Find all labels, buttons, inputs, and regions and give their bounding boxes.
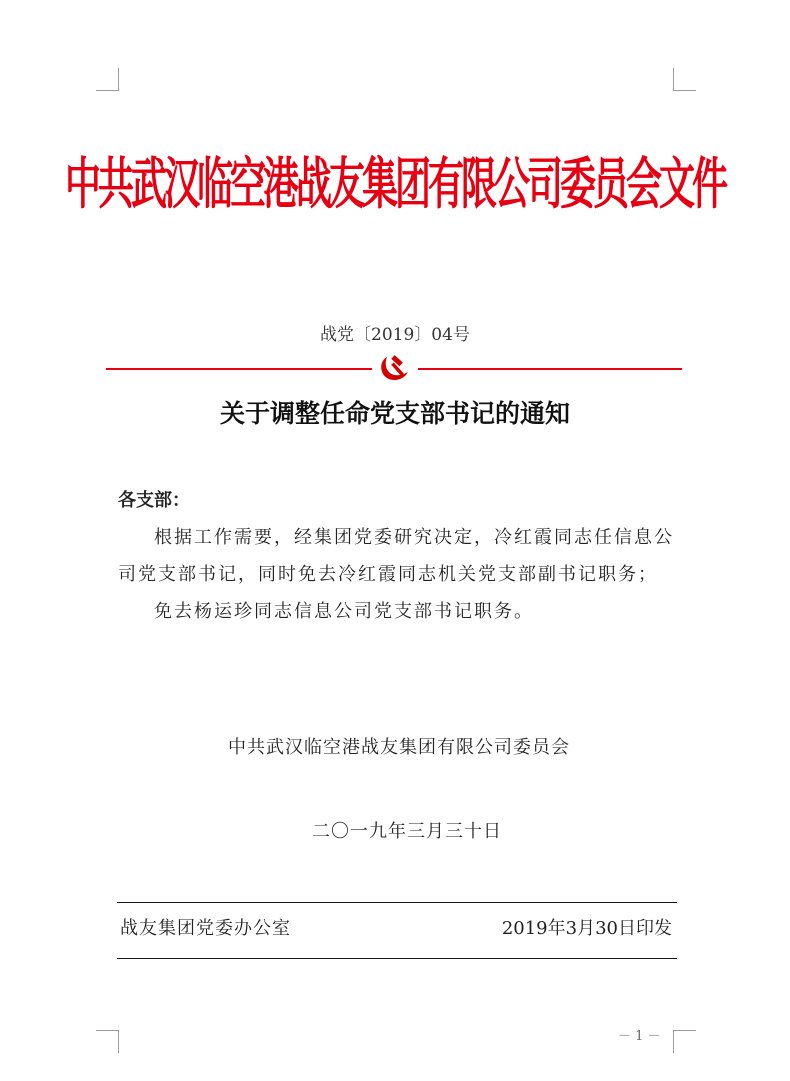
notice-title: 关于调整任命党支部书记的通知: [219, 399, 570, 428]
red-rule-left: [106, 368, 372, 370]
page-number: － 1 －: [618, 1029, 661, 1044]
crop-mark-bottom-right: [673, 1030, 696, 1053]
salutation: 各支部：: [118, 490, 190, 511]
signing-date: 二〇一九年三月三十日: [312, 821, 502, 842]
footer-top-rule: [117, 902, 677, 903]
hammer-sickle-icon: [377, 353, 411, 383]
footer-issuer: 战友集团党委办公室: [120, 918, 291, 939]
body-paragraph: 免去杨运珍同志信息公司党支部书记职务。: [154, 601, 534, 622]
crop-mark-top-right: [673, 68, 696, 91]
body-paragraph: 根据工作需要，经集团党委研究决定，冷红霞同志任信息公司党支部书记，同时免去冷红霞同志机关党支部副书记职务；: [118, 527, 674, 585]
signer-organization: 中共武汉临空港战友集团有限公司委员会: [228, 737, 570, 758]
notice-body: [118, 482, 674, 630]
document-header-title: 中共武汉临空港战友集团有限公司委员会文件: [64, 153, 726, 218]
red-rule-right: [418, 368, 682, 370]
document-number: 战党〔2019〕04号: [320, 325, 470, 345]
crop-mark-bottom-left: [96, 1030, 119, 1053]
footer-issue-date: 2019年3月30日印发: [501, 918, 672, 939]
crop-mark-top-left: [96, 68, 119, 91]
footer-bottom-rule: [117, 958, 677, 959]
